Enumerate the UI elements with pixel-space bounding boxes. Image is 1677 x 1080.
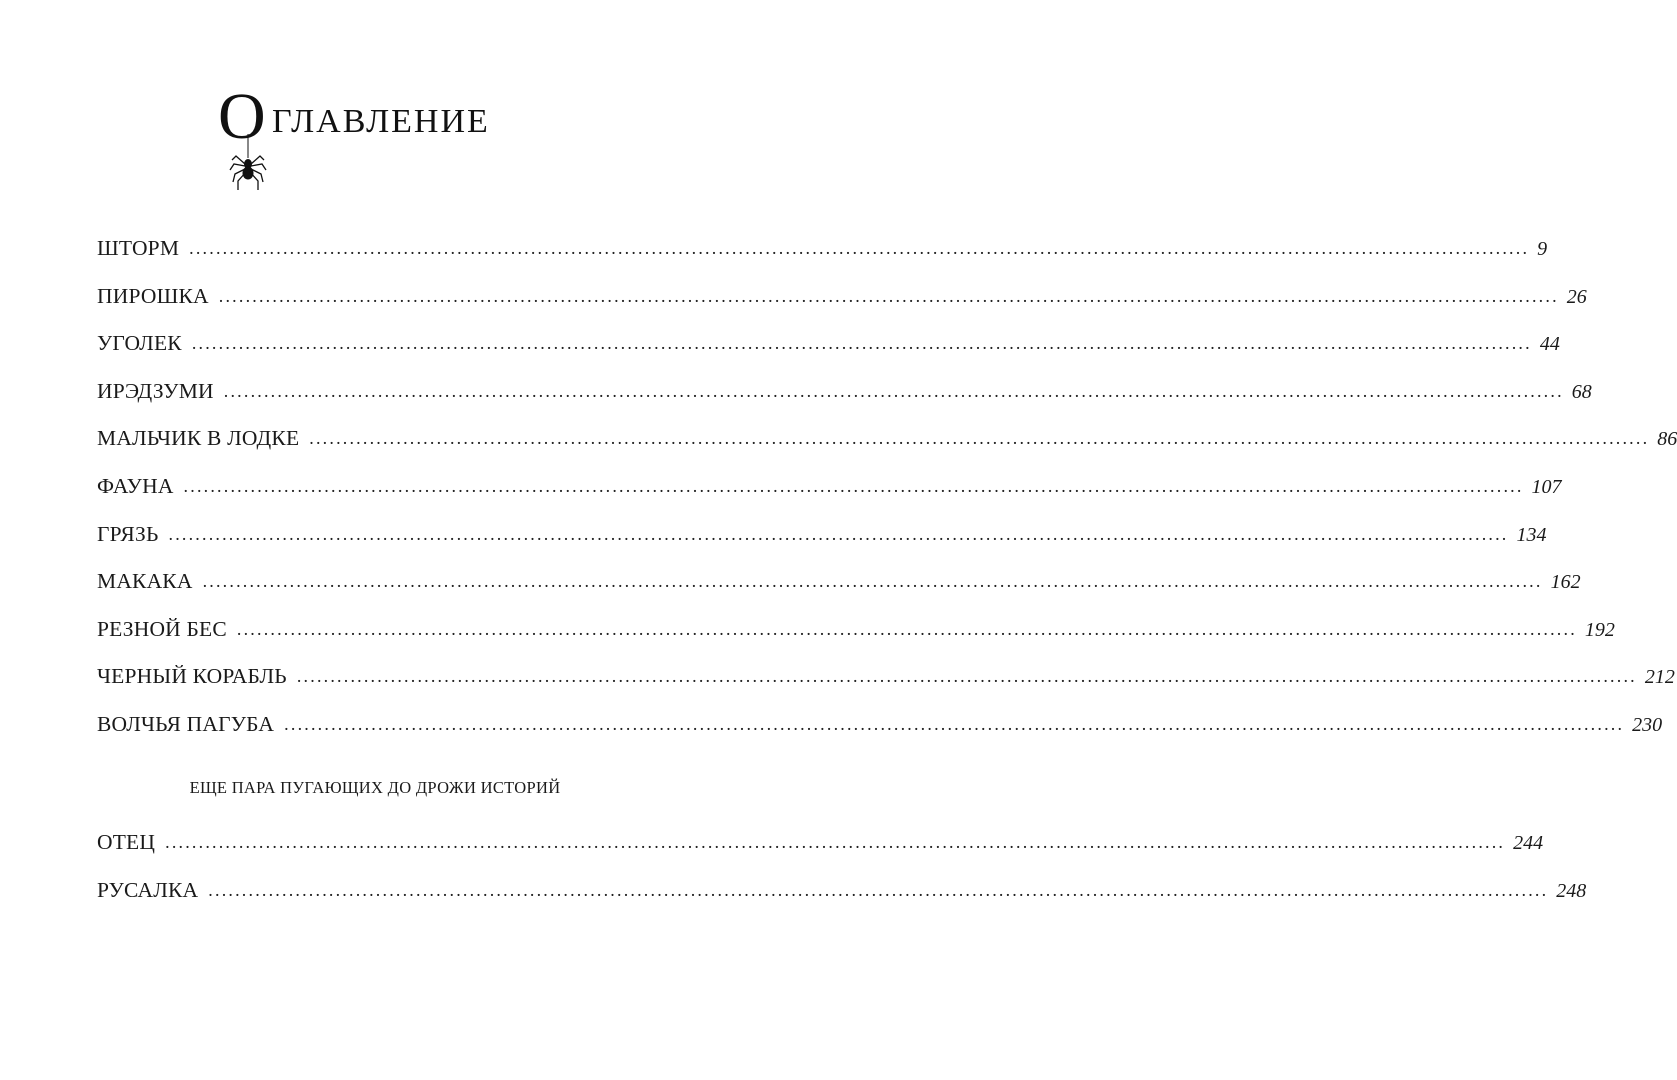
toc-leader-dots: ........................................................................................................................................................................................................ [208, 879, 1549, 900]
toc-entry-title: МАЛЬЧИК В ЛОДКЕ [97, 426, 300, 451]
toc-entry[interactable] [97, 521, 1547, 570]
toc-entry-title: УГОЛЕК [97, 331, 182, 356]
toc-entry[interactable] [97, 616, 1615, 665]
toc-entry-page: 68 [1571, 380, 1592, 403]
toc-entry-title: ВОЛЧЬЯ ПАГУБА [97, 711, 275, 736]
toc-entry-title: ФАУНА [97, 473, 174, 498]
spider-icon [228, 134, 272, 194]
toc-entry[interactable] [97, 830, 1544, 878]
toc-leader-dots: ........................................................................................................................................................................................................ [202, 571, 1543, 592]
toc-entry[interactable] [97, 283, 1587, 332]
toc-leader-dots: ........................................................................................................................................................................................................ [165, 832, 1506, 852]
toc-entry[interactable] [97, 378, 1592, 427]
section-heading: ЕЩЕ ПАРА ПУГАЮЩИХ ДО ДРОЖИ ИСТОРИЙ [189, 778, 561, 797]
toc-entry-page: 44 [1539, 333, 1560, 356]
toc-leader-dots: ........................................................................................................................................................................................................ [183, 475, 1524, 496]
toc-leader-dots: ........................................................................................................................................................................................................ [191, 333, 1532, 354]
toc-leader-dots: ........................................................................................................................................................................................................ [218, 285, 1559, 306]
toc-entry[interactable] [97, 331, 1560, 379]
toc-leader-dots: ........................................................................................................................................................................................................ [284, 713, 1625, 734]
toc-entry-page: 248 [1556, 879, 1587, 902]
toc-entry-page: 212 [1644, 666, 1675, 689]
toc-entry-page: 244 [1513, 832, 1544, 854]
toc-entry-page: 9 [1537, 238, 1548, 260]
table-of-contents [97, 236, 1677, 760]
toc-entry-title: ОТЕЦ [97, 830, 156, 854]
toc-entry-title: РЕЗНОЙ БЕС [97, 616, 227, 641]
toc-entry-page: 26 [1566, 285, 1587, 308]
toc-entry-title: ГРЯЗЬ [97, 521, 159, 546]
toc-entry-page: 86 [1657, 428, 1677, 451]
extra-table-of-contents [97, 830, 1587, 925]
toc-entry-page: 162 [1550, 571, 1581, 594]
toc-leader-dots: ........................................................................................................................................................................................................ [309, 428, 1650, 449]
toc-leader-dots: ........................................................................................................................................................................................................ [223, 380, 1564, 401]
title-text: ГЛАВЛЕНИЕ [272, 103, 490, 140]
page-title [218, 80, 508, 194]
toc-entry-title: РУСАЛКА [97, 877, 199, 902]
toc-entry[interactable] [97, 664, 1675, 712]
toc-entry[interactable] [97, 473, 1562, 522]
title-initial-letter: О [218, 80, 266, 153]
toc-entry[interactable] [97, 569, 1581, 617]
toc-entry[interactable] [97, 236, 1548, 284]
toc-entry[interactable] [97, 877, 1587, 926]
toc-entry-title: ИРЭДЗУМИ [97, 378, 214, 403]
toc-entry-page: 107 [1531, 475, 1562, 498]
toc-entry-title: ЧЕРНЫЙ КОРАБЛЬ [97, 664, 287, 689]
toc-leader-dots: ........................................................................................................................................................................................................ [296, 666, 1637, 687]
toc-leader-dots: ........................................................................................................................................................................................................ [189, 238, 1530, 258]
toc-entry-title: МАКАКА [97, 569, 193, 594]
toc-entry-page: 134 [1516, 523, 1547, 546]
toc-entry-title: ШТОРМ [97, 236, 180, 260]
toc-entry[interactable] [97, 426, 1677, 474]
toc-leader-dots: ........................................................................................................................................................................................................ [236, 618, 1577, 639]
toc-leader-dots: ........................................................................................................................................................................................................ [168, 523, 1509, 544]
toc-entry-title: ПИРОШКА [97, 283, 209, 308]
toc-entry[interactable] [97, 711, 1663, 760]
toc-entry-page: 230 [1632, 713, 1663, 736]
toc-entry-page: 192 [1584, 618, 1615, 641]
